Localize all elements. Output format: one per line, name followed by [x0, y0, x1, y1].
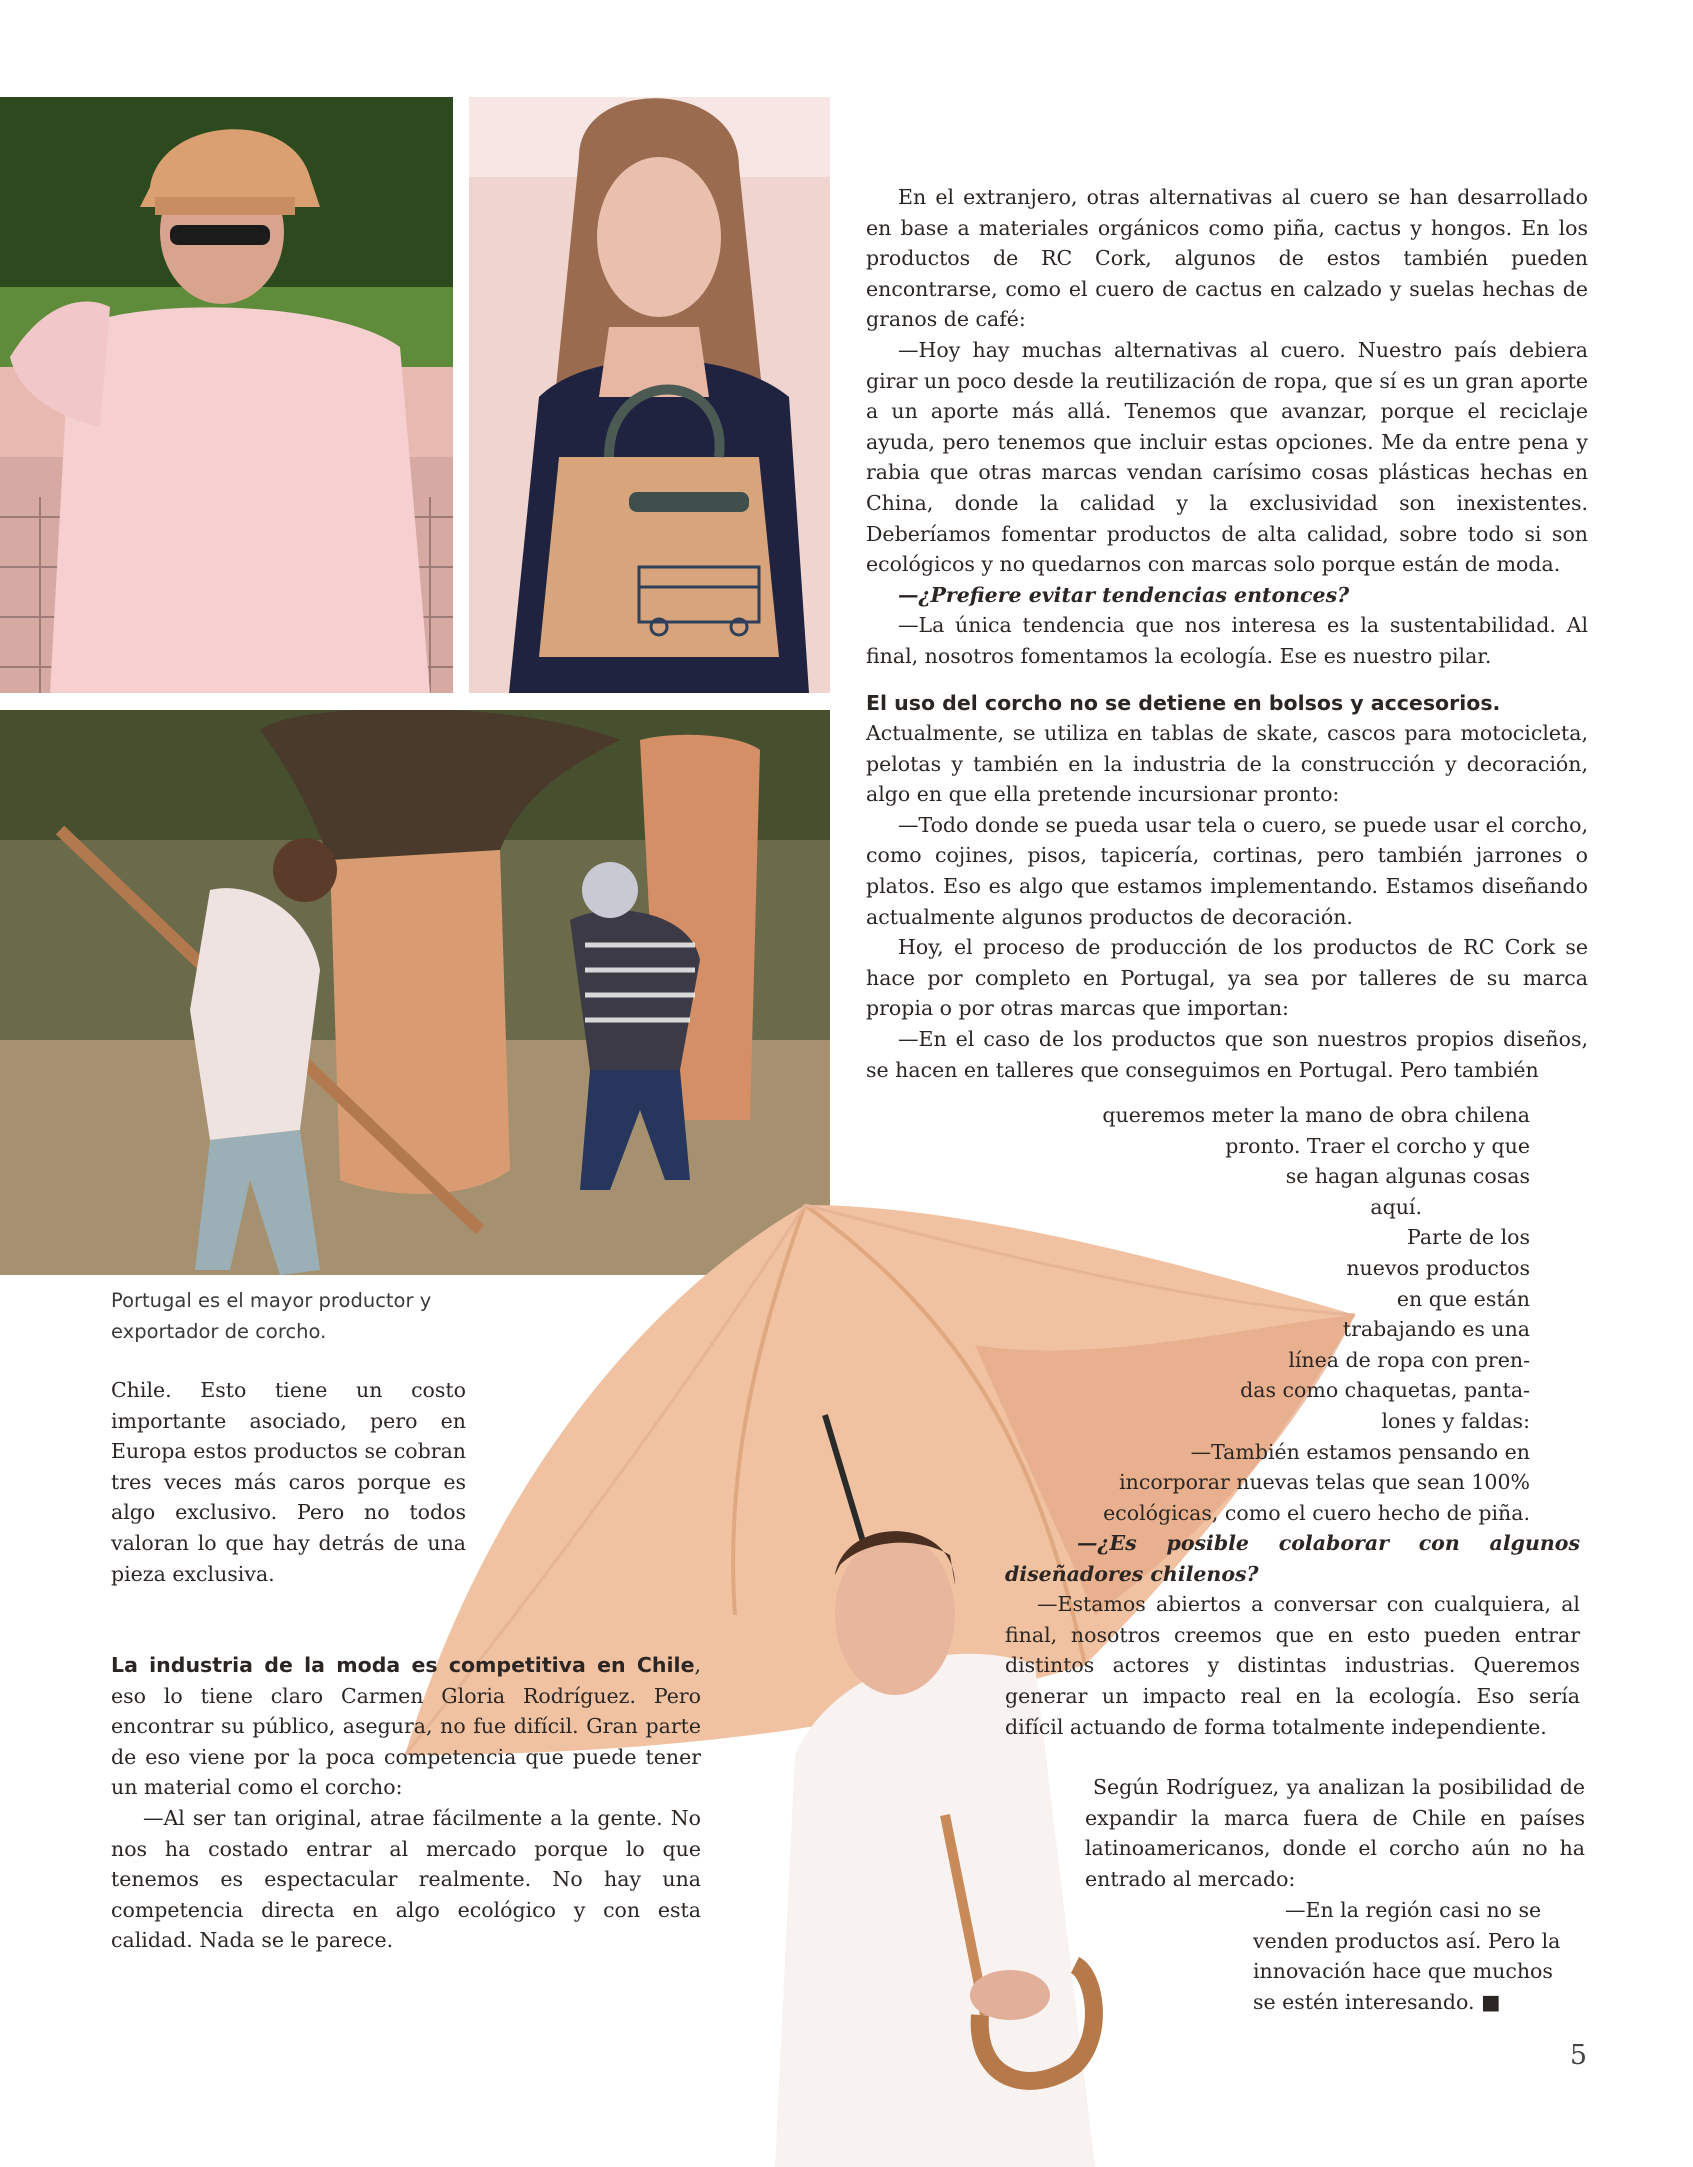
right-column-bottom-b	[1085, 1772, 1585, 1894]
question: —¿Prefiere evitar tendencias entonces?	[898, 582, 1350, 607]
paragraph: Hoy, el proceso de producción de los productos de RC Cork se hace por completo en Portugal, ya sea por talleres de su marca propia o por otras marcas que importan:	[866, 935, 1588, 1021]
paragraph	[1253, 1895, 1573, 2017]
lead-in: La industria de la moda es competitiva en Chile	[111, 1653, 695, 1677]
wrap-line: pronto. Traer el corcho y que	[1225, 1133, 1530, 1158]
photo-man-cork-cap	[0, 97, 453, 693]
wrap-line: nuevos productos	[1346, 1255, 1530, 1280]
lead-rest: , eso lo tiene claro Carmen Gloria Rodríguez. Pero encontrar su público, asegura, no fue difícil. Gran parte de eso viene por la poca competencia que puede tener un material como el corcho:	[111, 1653, 701, 1800]
paragraph: Según Rodríguez, ya analizan la posibilidad de expandir la marca fuera de Chile en países latinoamericanos, donde el corcho aún no ha entrado al mercado:	[1085, 1775, 1585, 1891]
right-column-top	[866, 182, 1588, 1085]
right-column-wrap	[1000, 1100, 1530, 1528]
wrap-line: ecológicas, como el cuero hecho de piña.	[1103, 1500, 1530, 1525]
paragraph: —La única tendencia que nos interesa es la sustentabilidad. Al final, nosotros fomentamos la ecología. Ese es nuestro pilar.	[866, 613, 1588, 668]
paragraph: En el extranjero, otras alternativas al cuero se han desarrollado en base a materiales orgánicos como piña, cactus y hongos. En los productos de RC Cork, algunos de estos también pueden encontrarse, como el cuero de cactus en calzado y suelas hechas de granos de café:	[866, 185, 1588, 332]
photo-cork-harvest	[0, 710, 830, 1275]
wrap-line: queremos meter la mano de obra chilena	[1102, 1103, 1530, 1127]
end-mark: ■	[1481, 1989, 1501, 2014]
photo-caption: Portugal es el mayor productor y exportador de corcho.	[111, 1289, 432, 1343]
wrap-line: —También estamos pensando en	[1190, 1439, 1530, 1464]
right-column-bottom-a	[1005, 1528, 1580, 1742]
left-column-middle	[111, 1650, 701, 1956]
wrap-line: línea de ropa con pren-	[1288, 1347, 1530, 1372]
section-lead: El uso del corcho no se detiene en bolsos y accesorios.	[866, 690, 1501, 715]
page-number: 5	[1569, 2040, 1587, 2071]
right-column-bottom-c	[1253, 1895, 1573, 2017]
wrap-line: se hagan algunas cosas	[1285, 1164, 1530, 1189]
wrap-line: incorporar nuevas telas que sean 100%	[1119, 1470, 1530, 1495]
paragraph	[111, 1650, 701, 1803]
photo-woman-cork-bag	[469, 97, 830, 693]
paragraph: —Todo donde se pueda usar tela o cuero, se puede usar el corcho, como cojines, pisos, tapicería, cortinas, pero también jarrones o platos. Eso es algo que estamos implementando. Estamos diseñando actualmente algunos productos de decoración.	[866, 812, 1588, 929]
paragraph: Chile. Esto tiene un costo importante asociado, pero en Europa estos productos se cobran tres veces más caros porque es algo exclusivo. Pero no todos valoran lo que hay detrás de una pieza exclusiva.	[111, 1378, 466, 1586]
paragraph: Actualmente, se utiliza en tablas de skate, cascos para motocicleta, pelotas y también en la industria de la construcción y decoración, algo en que ella pretende incursionar pronto:	[866, 721, 1588, 807]
wrap-line: lones y faldas:	[1381, 1408, 1530, 1433]
left-column-top	[111, 1375, 466, 1589]
closing-quote: —En la región casi no se venden productos así. Pero la innovación hace que muchos se estén interesando.	[1253, 1898, 1561, 2014]
question: —¿Es posible colaborar con algunos diseñadores chilenos?	[1005, 1531, 1580, 1586]
paragraph: —Hoy hay muchas alternativas al cuero. Nuestro país debiera girar un poco desde la reutilización de ropa, que sí es un gran aporte a un aporte más allá. Tenemos que avanzar, porque el reciclaje ayuda, pero tenemos que incluir estas opciones. Me da entre pena y rabia que otras marcas vendan carísimo cosas plásticas hechas en China, donde la calidad y la exclusividad son inexistentes. Deberíamos fomentar productos de alta calidad, sobre todo si son ecológicos y no quedarnos con marcas solo porque están de moda.	[866, 337, 1588, 577]
paragraph: —Estamos abiertos a conversar con cualquiera, al final, nosotros creemos que en esto pueden entrar distintos actores y distintas industrias. Queremos generar un impacto real en la ecología. Eso sería difícil actuando de forma totalmente independiente.	[1005, 1592, 1580, 1739]
paragraph: —En el caso de los productos que son nuestros propios diseños, se hacen en talleres que conseguimos en Portugal. Pero también	[866, 1027, 1588, 1082]
wrap-line: en que están	[1396, 1286, 1530, 1311]
wrap-line: aquí.	[1370, 1194, 1422, 1219]
wrap-line: Parte de los	[1407, 1225, 1530, 1250]
wrap-line: das como chaquetas, panta-	[1240, 1378, 1530, 1403]
paragraph: —Al ser tan original, atrae fácilmente a la gente. No nos ha costado entrar al mercado porque lo que tenemos es espectacular realmente. No hay una competencia directa en algo ecológico y con esta calidad. Nada se le parece.	[111, 1805, 701, 1953]
wrap-line: trabajando es una	[1342, 1317, 1530, 1342]
